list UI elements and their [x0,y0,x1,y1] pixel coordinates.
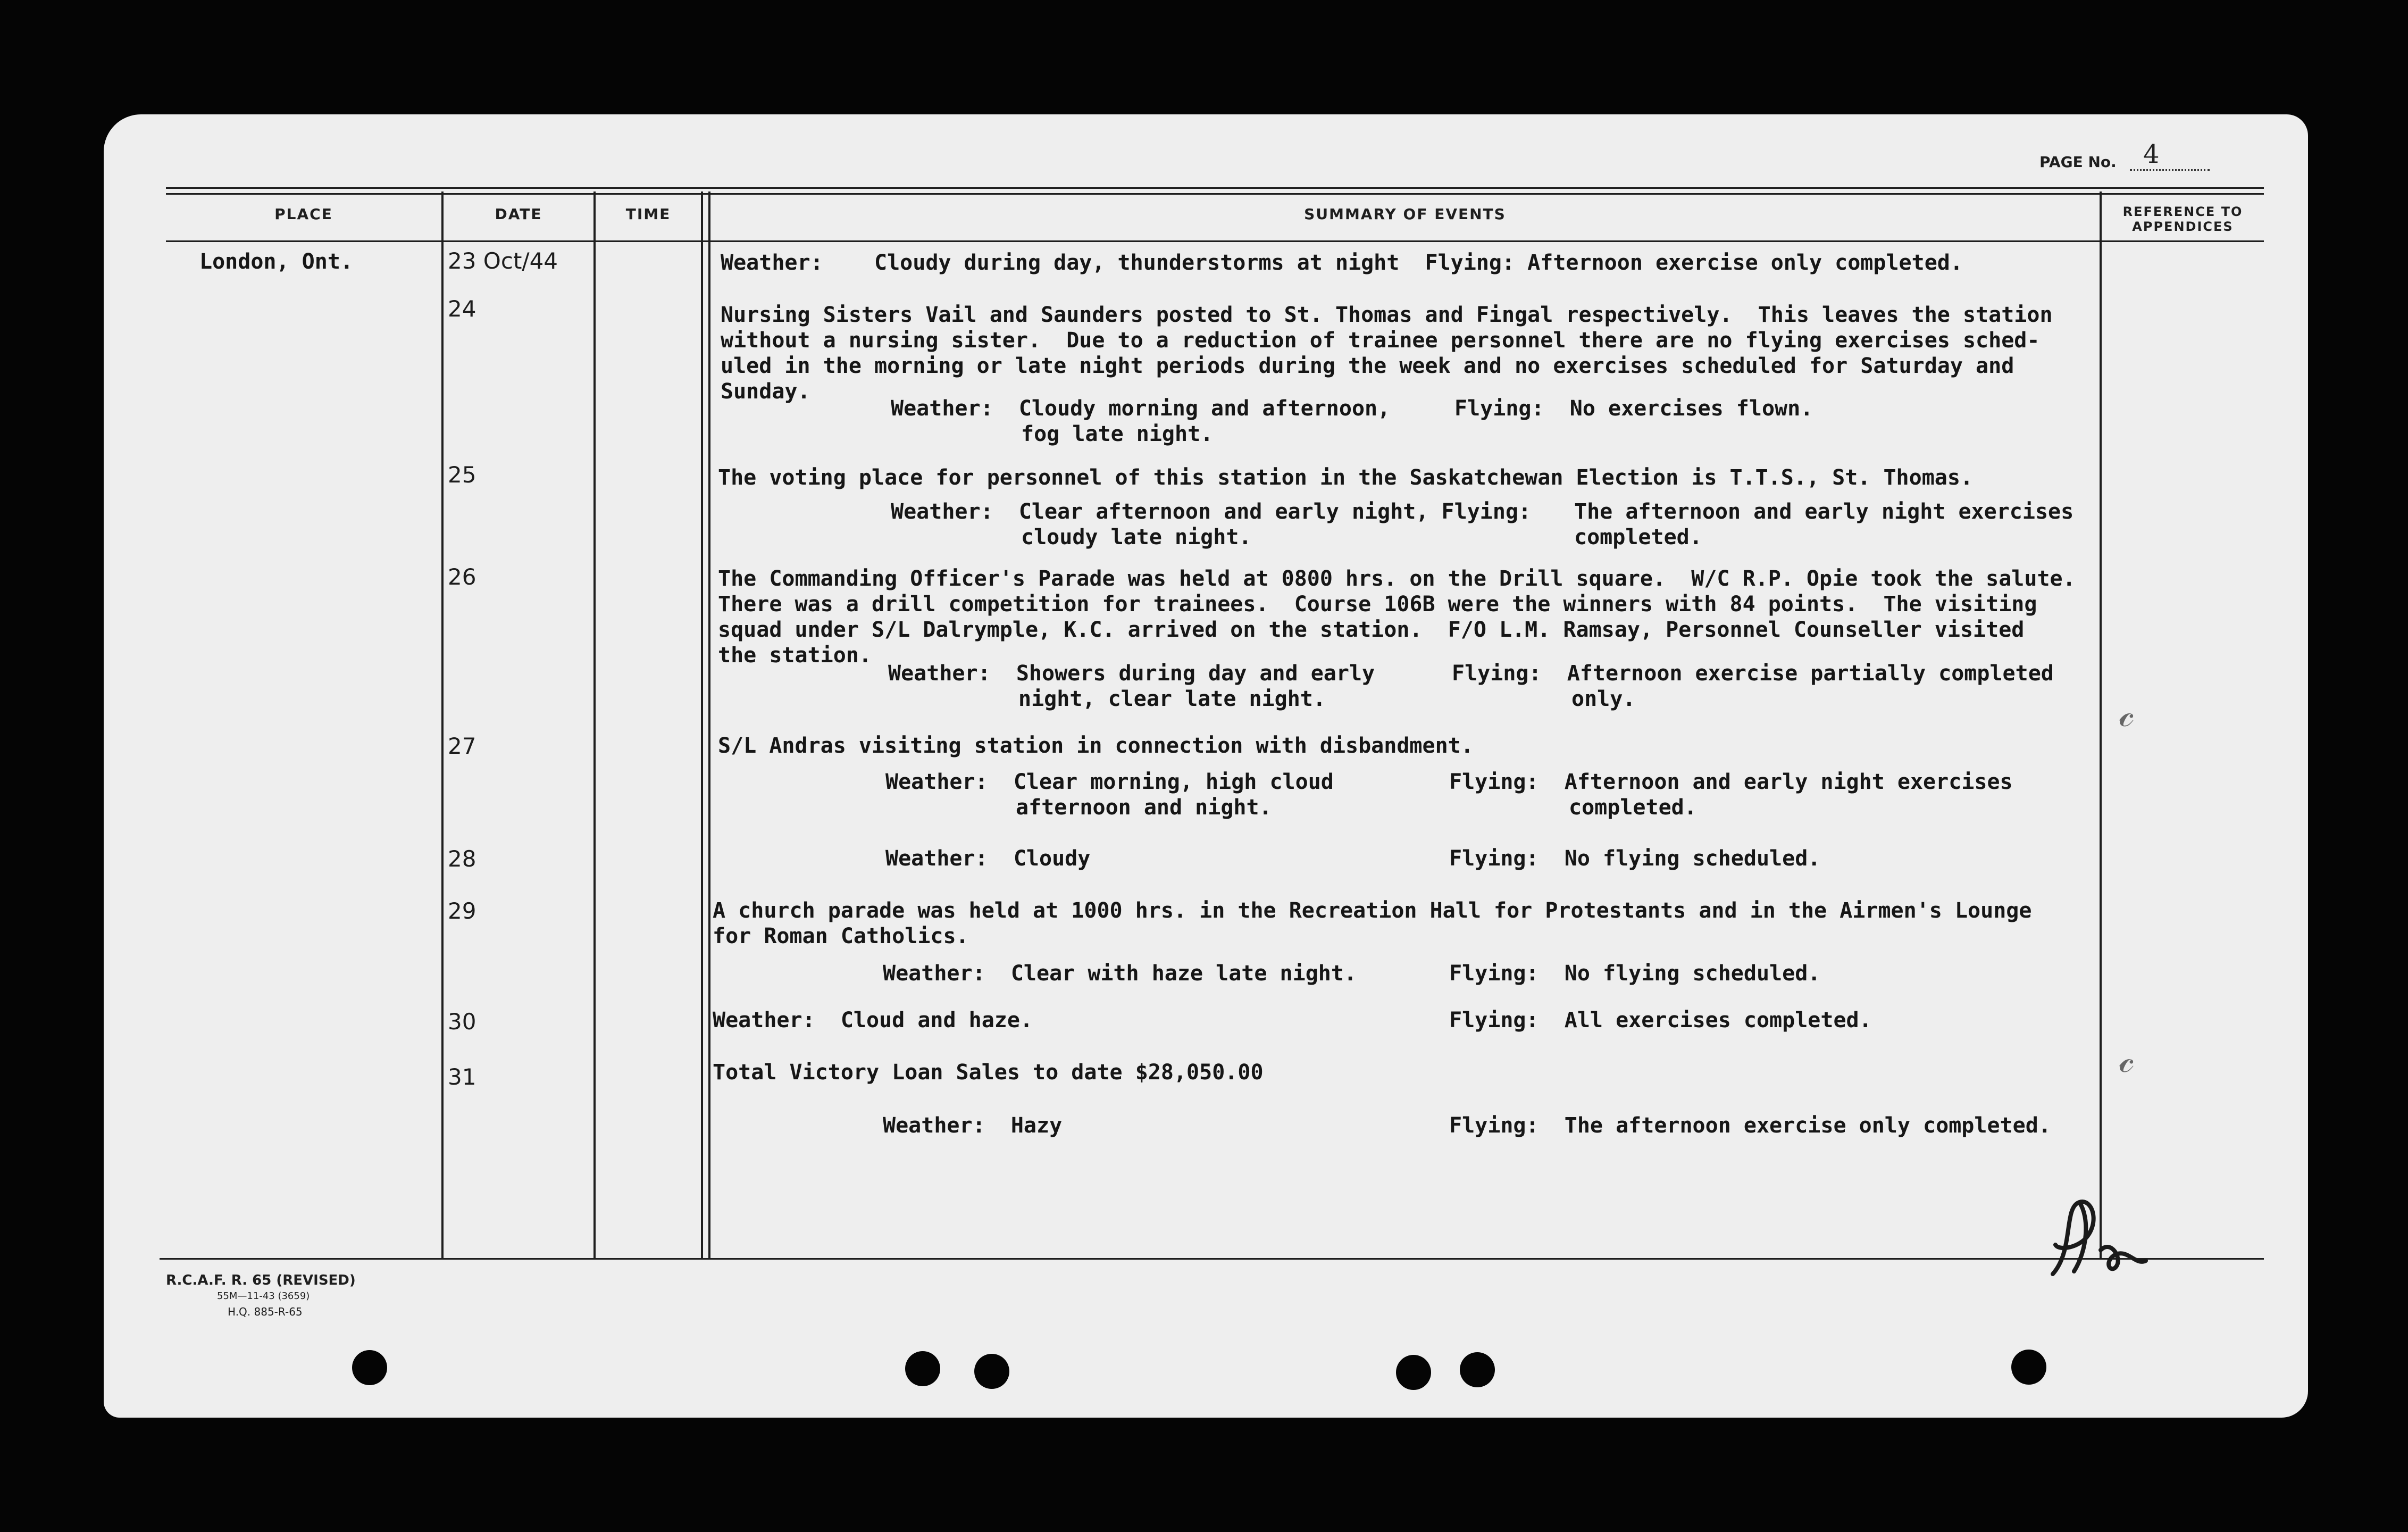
top-rule-1 [166,187,2264,189]
entry-line: S/L Andras visiting station in connection with disbandment. [718,734,1474,758]
signature-initials [2042,1186,2159,1282]
date-31: 31 [448,1064,476,1090]
entry-line: A church parade was held at 1000 hrs. in the Recreation Hall for Protestants and in the Airmen's Lounge [713,898,2032,923]
entry-line: uled in the morning or late night periods during the week and no exercises scheduled for Saturday and [721,354,2014,378]
col-divider-place [441,192,444,1260]
binder-hole [352,1350,387,1385]
entry-line: completed. [1574,525,1702,549]
entry-line: Weather: Clear morning, high cloud [885,770,1334,794]
binder-hole [905,1351,940,1386]
reference-mark: 𝒸 [2119,692,2135,735]
header-underline [166,240,2264,242]
col-divider-summary [2100,192,2102,1260]
entry-line: Weather: Cloudy [885,846,1091,871]
header-reference-2: APPENDICES [2132,219,2234,234]
col-divider-date [593,192,596,1260]
date-25: 25 [448,462,476,488]
top-rule-2 [166,193,2264,195]
entry-line: The Commanding Officer's Parade was held at 0800 hrs. on the Drill square. W/C R.P. Opie took the salute. [718,567,2076,591]
form-hq-code: H.Q. 885-R-65 [228,1305,303,1318]
entry-line: Flying: No flying scheduled. [1449,846,1821,871]
entry-line: Weather: Cloudy morning and afternoon, [891,396,1391,421]
entry-line: The voting place for personnel of this station in the Saskatchewan Election is T.T.S., St. Thomas. [718,465,1974,490]
date-27: 27 [448,733,476,759]
entry-line: Flying: All exercises completed. [1449,1008,1872,1033]
header-date: DATE [495,205,542,223]
date-30: 30 [448,1009,476,1035]
header-summary: SUMMARY OF EVENTS [1304,205,1506,223]
binder-hole [974,1354,1009,1389]
entry-line: Weather: Hazy [883,1113,1063,1138]
binder-hole [1396,1355,1431,1390]
entry-line: The afternoon and early night exercises [1574,499,2074,524]
entry-line: There was a drill competition for trainees. Course 106B were the winners with 84 points. The visiting [718,592,2037,617]
entry-line: Sunday. [721,379,810,404]
header-reference-1: REFERENCE TO [2122,204,2243,219]
date-26: 26 [448,564,476,590]
entry-line: cloudy late night. [1021,525,1252,549]
binder-hole [1460,1352,1495,1387]
form-print-code: 55M—11-43 (3659) [217,1290,310,1302]
entry-line: fog late night. [1021,422,1214,446]
date-24: 24 [448,296,476,322]
page-no-value: 4 [2143,139,2160,169]
col-divider-time [701,192,703,1260]
date-28: 28 [448,846,476,872]
place: London, Ont. [199,249,353,274]
form-number: R.C.A.F. R. 65 (REVISED) [166,1272,356,1288]
entry-line: Flying: No exercises flown. [1454,396,1813,421]
entry-line: completed. [1569,795,1697,820]
entry-line: Flying: Afternoon exercise partially completed [1452,661,2054,686]
entry-line: Flying: Afternoon and early night exercises [1449,770,2013,794]
entry-line: Weather: Clear afternoon and early night, Flying: [891,499,1532,524]
entry-line: night, clear late night. [1018,687,1326,711]
entry-line: without a nursing sister. Due to a reduction of trainee personnel there are no flying exercises sched- [721,328,2040,353]
entry-line: Nursing Sisters Vail and Saunders posted to St. Thomas and Fingal respectively. This leaves the station [721,303,2053,327]
col-divider-summary-2 [708,192,710,1260]
entry-line: Flying: No flying scheduled. [1449,961,1821,986]
entry-line: only. [1571,687,1636,711]
reference-mark: 𝒸 [2119,1037,2135,1081]
entry-line: Weather: Showers during day and early [888,661,1375,686]
entry-line: for Roman Catholics. [713,924,969,948]
entry-line: Weather: Cloudy during day, thunderstorms at night Flying: Afternoon exercise only completed. [721,251,1963,275]
binder-hole [2011,1350,2046,1385]
entry-line: the station. [718,643,872,668]
date-29: 29 [448,898,476,924]
entry-line: Weather: Clear with haze late night. [883,961,1357,986]
entry-line: squad under S/L Dalrymple, K.C. arrived on the station. F/O L.M. Ramsay, Personnel Counseller visited [718,618,2025,642]
entry-line: Total Victory Loan Sales to date $28,050.00 [713,1060,1264,1085]
date-23: 23 Oct/44 [448,248,558,274]
page-no-label: PAGE No. [2039,153,2117,171]
entry-line: Weather: Cloud and haze. [713,1008,1033,1033]
bottom-rule [160,1258,2264,1260]
header-place: PLACE [274,205,333,223]
page-no-underline [2130,169,2210,171]
header-time: TIME [625,205,671,223]
entry-line: Flying: The afternoon exercise only completed. [1449,1113,2051,1138]
entry-line: afternoon and night. [1016,795,1272,820]
